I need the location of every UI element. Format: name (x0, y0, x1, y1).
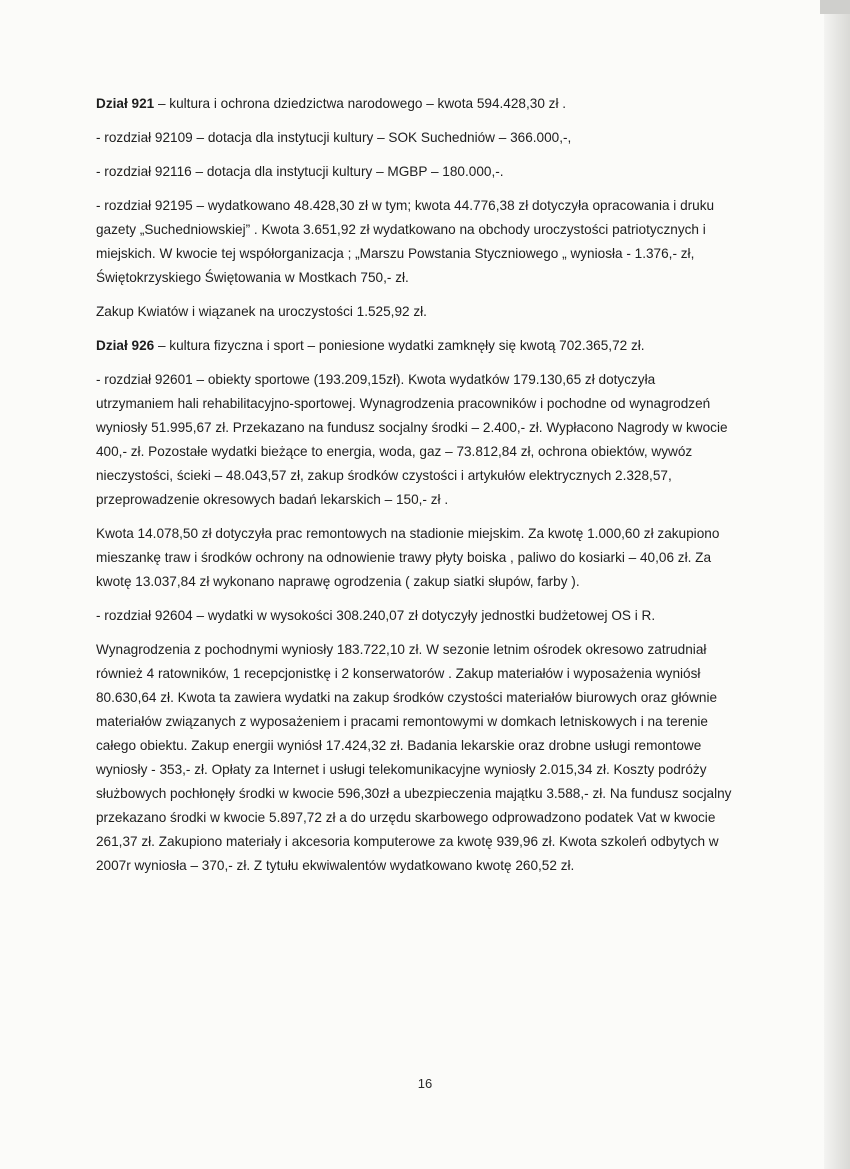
paragraph-dzial-926 (96, 334, 736, 358)
paragraph-text: – kultura i ochrona dziedzictwa narodowego – kwota 594.428,30 zł . (154, 96, 567, 111)
paragraph-stadion: Kwota 14.078,50 zł dotyczyła prac remontowych na stadionie miejskim. Za kwotę 1.000,60 zł zakupiono mieszankę traw i środków ochrony na odnowienie trawy płyty boiska , paliwo do kosiarki – 40,06 zł. Za kwotę 13.037,84 zł wykonano naprawę ogrodzenia ( zakup siatki słupów, farby ). (96, 526, 720, 589)
paragraph-wynagrodzenia: Wynagrodzenia z pochodnymi wyniosły 183.722,10 zł. W sezonie letnim ośrodek okresowo zatrudniał również 4 ratowników, 1 recepcjonistkę i 2 konserwatorów . Zakup materiałów i wyposażenia wyniósł 80.630,64 zł. Kwota ta zawiera wydatki na zakup środków czystości materiałów biurowych oraz głównie materiałów związanych z wyposażeniem i pracami remontowymi w domkach letniskowych i na terenie całego obiektu. Zakup energii wyniósł 17.424,32 zł. Badania lekarskie oraz drobne usługi remontowe wyniosły - 353,- zł. Opłaty za Internet i usługi telekomunikacyjne wyniosły 2.015,34 zł. Koszty podróży służbowych pochłonęły środki w kwocie 596,30zł a ubezpieczenia majątku 3.588,- zł. Na fundusz socjalny przekazano środki w kwocie 5.897,72 zł a do urzędu skarbowego odprowadzono podatek Vat w kwocie 261,37 zł. Zakupiono materiały i akcesoria komputerowe za kwotę 939,96 zł. Kwota szkoleń odbytych w 2007r wyniosła – 370,- zł. Z tytułu ekwiwalentów wydatkowano kwotę 260,52 zł. (96, 642, 732, 873)
scan-corner-shadow (820, 0, 850, 14)
paragraph-dzial-921 (96, 92, 736, 116)
page-number: 16 (417, 1076, 433, 1091)
document-body (96, 92, 736, 888)
section-heading-926: Dział 926 (96, 338, 155, 353)
paragraph-rozdzial-92195: - rozdział 92195 – wydatkowano 48.428,30 zł w tym; kwota 44.776,38 zł dotyczyła opracowania i druku gazety „Suchedniowskiej” . Kwota 3.651,92 zł wydatkowano na obchody uroczystości patriotycznych i miejskich. W kwocie tej współorganizacja ; „Marszu Powstania Styczniowego „ wyniosła - 1.376,- zł, Świętokrzyskiego Świętowania w Mostkach 750,- zł. (96, 198, 715, 285)
paragraph-rozdzial-92109: - rozdział 92109 – dotacja dla instytucji kultury – SOK Suchedniów – 366.000,-, (96, 130, 572, 145)
paragraph-rozdzial-92601: - rozdział 92601 – obiekty sportowe (193.209,15zł). Kwota wydatków 179.130,65 zł dotyczyła utrzymaniem hali rehabilitacyjno-sportowej. Wynagrodzenia pracowników i pochodne od wynagrodzeń wyniosły 51.995,67 zł. Przekazano na fundusz socjalny środki – 2.400,- zł. Wypłacono Nagrody w kwocie 400,- zł. Pozostałe wydatki bieżące to energia, woda, gaz – 73.812,84 zł, ochrona obiektów, wywóz nieczystości, ścieki – 48.043,57 zł, zakup środków czystości i artykułów elektrycznych 2.328,57, przeprowadzenie okresowych badań lekarskich – 150,- zł . (96, 372, 728, 507)
section-heading-921: Dział 921 (96, 96, 155, 111)
paragraph-zakup-kwiatow: Zakup Kwiatów i wiązanek na uroczystości 1.525,92 zł. (96, 304, 427, 319)
paragraph-rozdzial-92604: - rozdział 92604 – wydatki w wysokości 308.240,07 zł dotyczyły jednostki budżetowej OS i R. (96, 608, 656, 623)
paragraph-text: – kultura fizyczna i sport – poniesione wydatki zamknęły się kwotą 702.365,72 zł. (154, 338, 645, 353)
scan-shadow-edge (824, 0, 850, 1169)
paragraph-rozdzial-92116: - rozdział 92116 – dotacja dla instytucji kultury – MGBP – 180.000,-. (96, 164, 504, 179)
